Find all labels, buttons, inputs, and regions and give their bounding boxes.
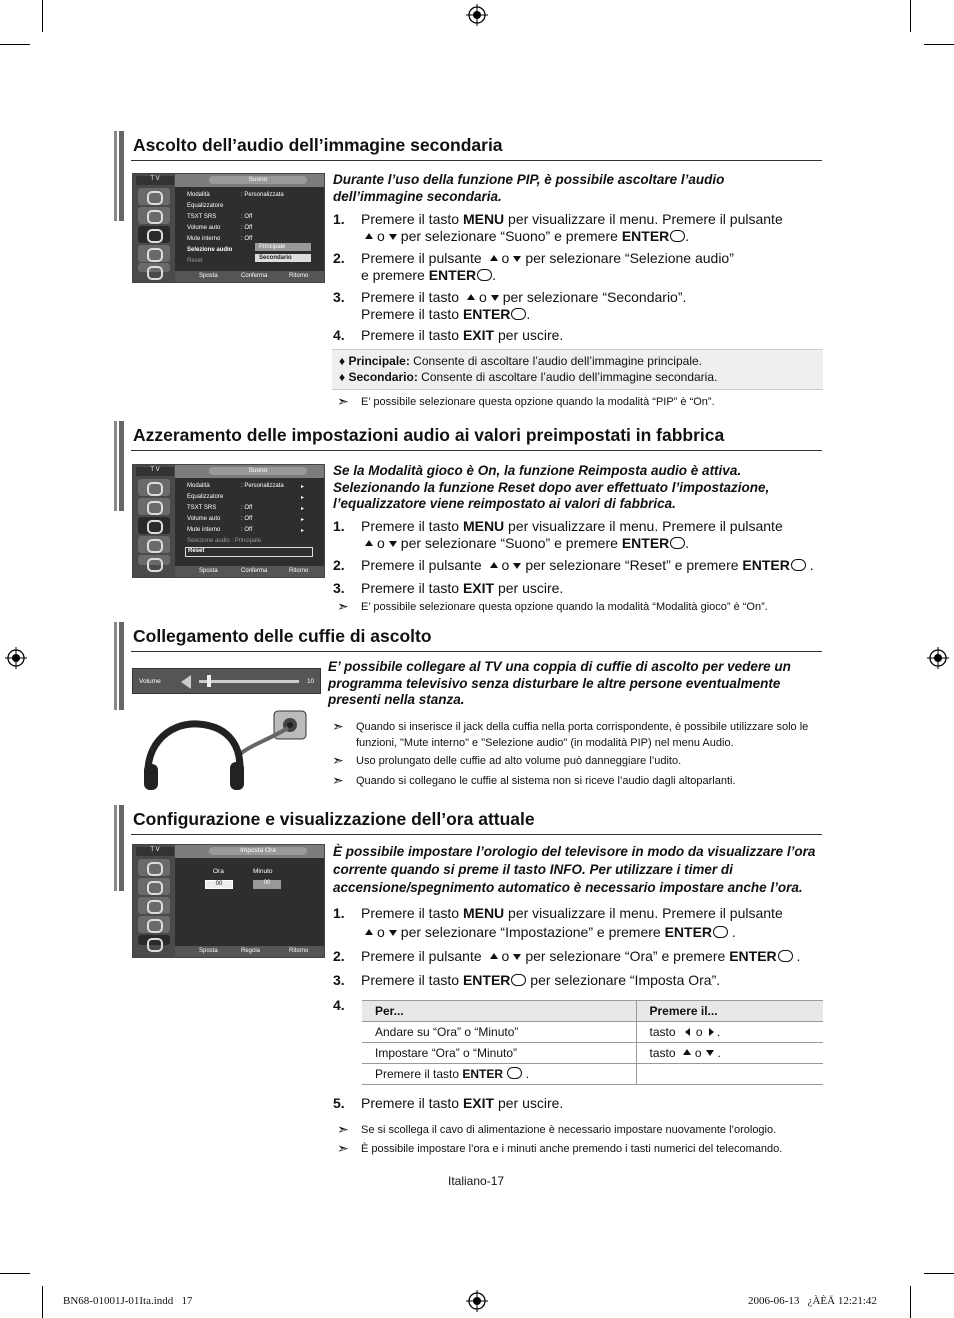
osd-footer: Sposta Conferma Ritorno bbox=[175, 566, 324, 577]
headphones-icon bbox=[138, 708, 320, 792]
crop-mark bbox=[924, 44, 954, 45]
down-arrow-icon bbox=[513, 563, 521, 569]
up-arrow-icon bbox=[490, 562, 498, 568]
right-arrow-icon bbox=[709, 1028, 714, 1036]
key-table bbox=[362, 1000, 823, 1085]
up-arrow-icon bbox=[365, 540, 373, 546]
down-arrow-icon bbox=[389, 541, 397, 547]
speaker-icon bbox=[181, 675, 191, 689]
crop-mark bbox=[924, 1273, 954, 1274]
note-arrow-icon: ➣ bbox=[337, 393, 349, 409]
osd-row: TSXT SRS : Off ▸ bbox=[187, 505, 305, 512]
crop-mark bbox=[910, 1286, 911, 1318]
section-title: Collegamento delle cuffie di ascolto bbox=[133, 626, 432, 646]
section-rule bbox=[131, 651, 822, 652]
note-arrow-icon: ➣ bbox=[337, 598, 349, 614]
enter-icon bbox=[511, 308, 526, 320]
intro-text: Durante l’uso della funzione PIP, è possibile ascoltare l’audio dell’immagine secondaria. bbox=[333, 172, 725, 204]
crop-mark bbox=[0, 44, 30, 45]
enter-icon bbox=[713, 926, 728, 938]
osd-row: Modalità : Personalizzata bbox=[187, 192, 284, 198]
registration-mark-icon bbox=[466, 4, 488, 26]
osd-menu-title: Suono bbox=[209, 467, 307, 475]
channel-icon bbox=[138, 536, 170, 553]
osd-tv-label: T V bbox=[136, 847, 174, 856]
enter-icon bbox=[791, 559, 806, 571]
picture-icon bbox=[138, 859, 170, 876]
table-row: Premere il tasto ENTER . bbox=[362, 1064, 823, 1085]
osd-tv-label: T V bbox=[136, 176, 174, 185]
sound-icon bbox=[138, 226, 170, 243]
crop-mark bbox=[910, 0, 911, 32]
channel-icon bbox=[138, 245, 170, 262]
osd-sound-menu bbox=[132, 173, 325, 283]
osd-row: Reset bbox=[187, 258, 203, 264]
osd-row: Modalità : Personalizzata ▸ bbox=[187, 483, 305, 490]
enter-icon bbox=[778, 950, 793, 962]
osd-ora-value: 00 bbox=[205, 880, 233, 889]
setup-icon bbox=[138, 263, 170, 272]
osd-menu-title: Imposta Ora bbox=[209, 847, 307, 855]
option-secondario: ♦ Secondario: Consente di ascoltare l’audio dell’immagine secondaria. bbox=[339, 370, 718, 384]
picture-icon bbox=[138, 207, 170, 224]
osd-volume-label: Volume bbox=[139, 678, 161, 685]
setup-icon bbox=[138, 555, 170, 565]
enter-icon bbox=[670, 537, 685, 549]
registration-mark-icon bbox=[927, 647, 949, 669]
osd-sound-menu-reset bbox=[132, 464, 325, 578]
section-rule bbox=[131, 450, 822, 451]
picture-icon bbox=[138, 878, 170, 895]
table-row: Andare su “Ora” o “Minuto” tasto o . bbox=[362, 1022, 823, 1043]
crop-mark bbox=[42, 1286, 43, 1318]
sound-icon bbox=[138, 517, 170, 534]
enter-icon bbox=[670, 230, 685, 242]
osd-option-principale: Principale bbox=[255, 243, 311, 251]
intro-text: E’ possibile collegare al TV una coppia di cuffie di ascolto per vedere un programma televisivo senza disturbare le altre persone eventualmente presenti nella stanza. bbox=[328, 659, 791, 707]
osd-menu-body bbox=[175, 478, 324, 568]
picture-icon bbox=[138, 188, 170, 205]
section-title: Azzeramento delle impostazioni audio ai valori preimpostati in fabbrica bbox=[133, 425, 725, 445]
down-arrow-icon bbox=[513, 954, 521, 960]
registration-mark-icon bbox=[466, 1290, 488, 1312]
osd-volume-value: 10 bbox=[307, 678, 315, 685]
osd-tv-label: T V bbox=[136, 467, 174, 476]
section-rule bbox=[131, 160, 822, 161]
osd-menu-title: Suono bbox=[209, 176, 307, 184]
print-date: 2006-06-13 ¿ÀÈÄ 12:21:42 bbox=[748, 1295, 877, 1307]
section-rule bbox=[131, 834, 822, 835]
table-header: Per... Premere il... bbox=[362, 1001, 823, 1022]
table-row: Impostare “Ora” o “Minuto” tasto o . bbox=[362, 1043, 823, 1064]
page-number: Italiano-17 bbox=[448, 1174, 505, 1188]
crop-mark bbox=[0, 1273, 30, 1274]
option-principale: ♦ Principale: Consente di ascoltare l’audio dell’immagine principale. bbox=[339, 354, 702, 368]
volume-slider-handle bbox=[207, 675, 211, 687]
down-arrow-icon bbox=[389, 930, 397, 936]
left-arrow-icon bbox=[685, 1028, 690, 1036]
note-arrow-icon: ➣ bbox=[337, 1140, 349, 1156]
osd-row: Equalizzatore ▸ bbox=[187, 494, 305, 501]
down-arrow-icon bbox=[706, 1050, 714, 1056]
osd-menu-body bbox=[175, 858, 324, 948]
note-arrow-icon: ➣ bbox=[337, 1121, 349, 1137]
sound-icon bbox=[138, 897, 170, 914]
down-arrow-icon bbox=[389, 234, 397, 240]
enter-icon bbox=[507, 1067, 522, 1079]
crop-mark bbox=[42, 0, 43, 32]
up-arrow-icon bbox=[467, 294, 475, 300]
osd-row: Selezione audio : Principale bbox=[187, 538, 262, 544]
osd-row: Volume auto : Off ▸ bbox=[187, 516, 305, 523]
enter-icon bbox=[477, 269, 492, 281]
picture-icon bbox=[138, 498, 170, 515]
note-arrow-icon: ➣ bbox=[332, 752, 344, 768]
volume-slider bbox=[199, 680, 299, 683]
osd-menu-body bbox=[175, 187, 324, 273]
osd-row: Selezione audio bbox=[187, 247, 233, 253]
up-arrow-icon bbox=[365, 929, 373, 935]
note-arrow-icon: ➣ bbox=[332, 718, 344, 734]
osd-clock-menu bbox=[132, 844, 325, 958]
osd-volume-bar bbox=[132, 668, 321, 694]
osd-footer: Sposta Conferma Ritorno bbox=[175, 271, 324, 282]
section-bar bbox=[114, 131, 124, 221]
osd-row-reset: Reset bbox=[185, 547, 313, 557]
setup-icon bbox=[138, 935, 170, 945]
osd-minuto-label: Minuto bbox=[253, 868, 273, 875]
section-title: Ascolto dell’audio dell’immagine secondaria bbox=[133, 135, 503, 155]
registration-mark-icon bbox=[5, 647, 27, 669]
up-arrow-icon bbox=[683, 1049, 691, 1055]
up-arrow-icon bbox=[365, 233, 373, 239]
section-bar bbox=[114, 421, 124, 511]
file-slug: BN68-01001J-01Ita.indd 17 bbox=[63, 1295, 193, 1307]
section-title: Configurazione e visualizzazione dell’ora attuale bbox=[133, 809, 535, 829]
options-box bbox=[332, 349, 823, 390]
up-arrow-icon bbox=[490, 255, 498, 261]
down-arrow-icon bbox=[513, 256, 521, 262]
enter-icon bbox=[511, 974, 526, 986]
osd-minuto-value: 00 bbox=[253, 880, 281, 889]
channel-icon bbox=[138, 916, 170, 933]
osd-row: Volume auto : Off bbox=[187, 225, 253, 231]
osd-option-secondario: Secondario bbox=[255, 254, 311, 262]
section-bar bbox=[114, 805, 124, 891]
osd-row: TSXT SRS : Off bbox=[187, 214, 253, 220]
intro-text: Se la Modalità gioco è On, la funzione Reimposta audio è attiva. Selezionando la funzione Reset dopo aver effettuato l’impostazione, l’equalizzatore viene reimpostato ai valori di fabbrica. bbox=[333, 463, 770, 511]
osd-ora-label: Ora bbox=[213, 868, 224, 875]
down-arrow-icon bbox=[491, 295, 499, 301]
osd-row: Equalizzatore bbox=[187, 203, 224, 209]
up-arrow-icon bbox=[490, 953, 498, 959]
intro-text: È possibile impostare l’orologio del televisore in modo da visualizzare l’ora corrente quando si preme il tasto INFO. Per utilizzare i timer di accensione/spegnimento automatico è necessario impostare anche l’ora. bbox=[333, 844, 816, 895]
note-arrow-icon: ➣ bbox=[332, 772, 344, 788]
osd-row: Mute interno : Off bbox=[187, 236, 253, 242]
osd-row: Mute interno : Off ▸ bbox=[187, 527, 305, 534]
section-bar bbox=[114, 622, 124, 710]
osd-footer: Sposta Regola Ritorno bbox=[175, 946, 324, 957]
picture-icon bbox=[138, 479, 170, 496]
